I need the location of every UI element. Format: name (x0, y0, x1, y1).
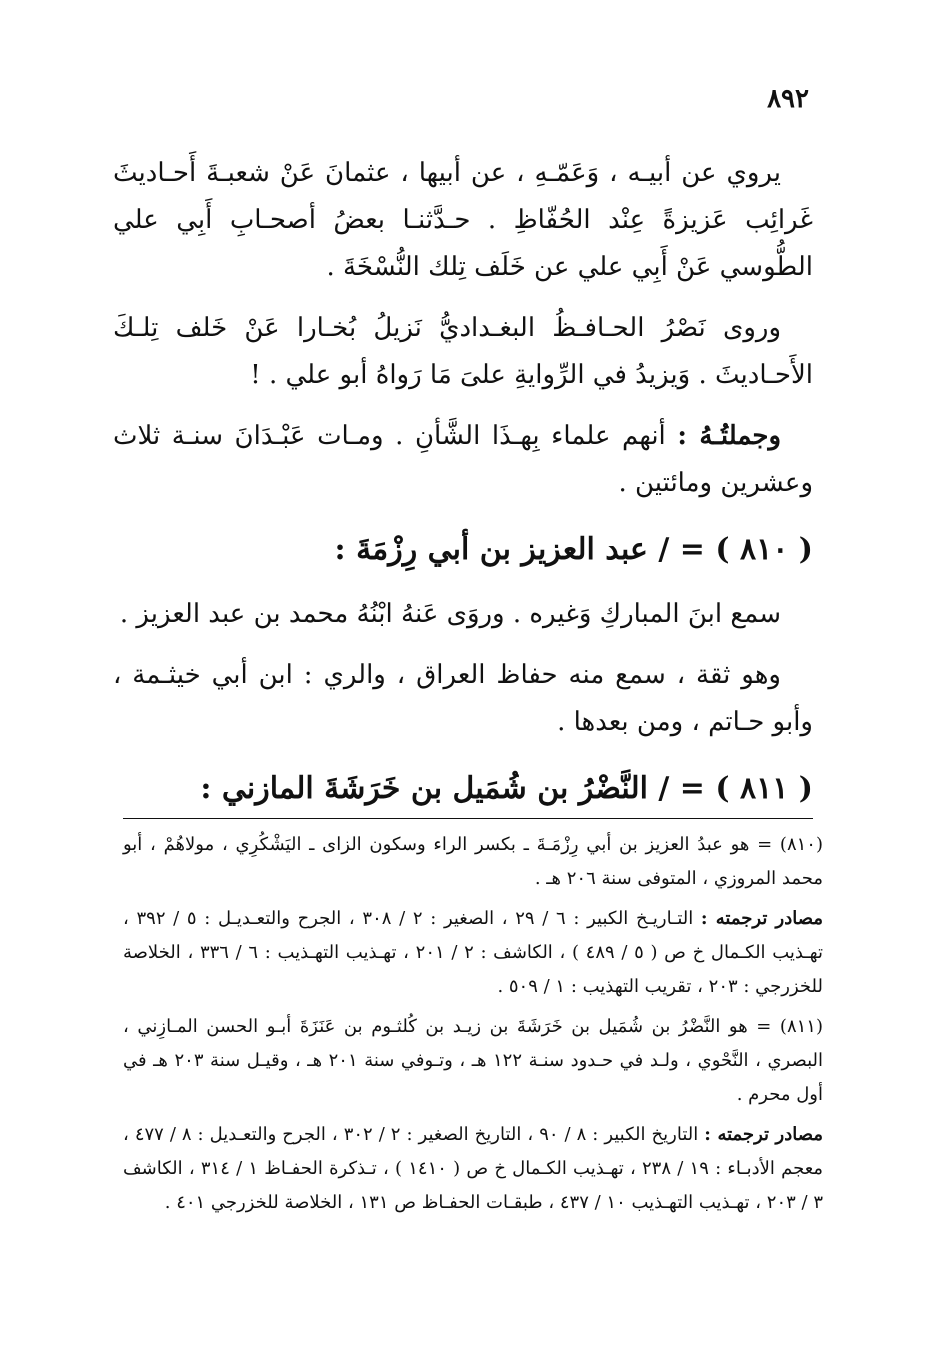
paragraph-3-label: وجملتُـهُ : (677, 421, 781, 451)
footnote-810-sources-label: مصادر ترجمته : (700, 908, 823, 929)
footnote-810-sources-text: التـاريـخ الكبير : ٦ / ٢٩ ، الصغير : ٢ / ٣٠٨ ، الجرح والتعـديـل : ٥ / ٣٩٢ ، تهـذيب الكـمال خ ص ( ٥ / ٤٨٩ ) ، الكاشف : ٢ / ٢٠١ ، تهـذيب التهـذيب : ٦ / ٣٣٦ ، الخلاصة للخزرجي : ٢٠٣ ، تقريب التهذيب : ١ / ٥٠٩ . (123, 908, 823, 997)
paragraph-2: وروى نَصْرُ الحـافـظُ البغـداديُّ نَزيلُ بُخـارا عَنْ خَلف تِلـكَ الأَحـاديثَ . وَيزيدُ في الرِّوايةِ علىَ مَا رَواهُ أبو علي . ! (113, 313, 813, 390)
footnote-811-sources-text: التاريخ الكبير : ٨ / ٩٠ ، التاريخ الصغير : ٢ / ٣٠٢ ، الجرح والتعـديل : ٨ / ٤٧٧ ، معجم الأدبـاء : ١٩ / ٢٣٨ ، تهـذيب الكـمال خ ص ( ١٤١٠ ) ، تـذكرة الحفـاظ ١ / ٣١٤ ، الكاشف ٣ / ٢٠٣ ، تهـذيب التهـذيب ١٠ / ٤٣٧ ، طبقـات الحفـاظ ص ١٣١ ، الخلاصة للخزرجي ٤٠١ . (123, 1124, 824, 1213)
footnote-811-sources (123, 1118, 823, 1220)
page-number: ٨٩٢ (767, 84, 809, 114)
paragraph-3-text: أنهم علماء بِهـذَا الشَّأنِ . ومـات عَبْـدَانَ سنـة ثلاث وعشرين ومائتين . (113, 421, 813, 498)
footnote-divider (123, 818, 813, 819)
paragraph-1: يروي عن أبيـه ، وَعَمّـهِ ، عن أبيها ، عثمانَ عَنْ شعبـةَ أَحـاديثَ غَرائِب عَزيزةً عِنْد الحُفّاظِ . حـدَّثنـا بعضُ أصحـابِ أَبِي علي الطُّوسي عَنْ أَبِي علي عن خَلَف تِلك النُّسْخَةَ . (113, 158, 813, 282)
entry-810-paragraph-2: وهو ثقة ، سمع منه حفاظ العراق ، والري : ابن أبي خيثـمة ، وأبو حـاتم ، ومن بعدها . (113, 660, 813, 737)
entry-810-paragraph-1: سمع ابنَ المباركِ وَغيره . وروَى عَنهُ ابْنُهُ محمد بن عبد العزيز . (119, 599, 781, 629)
footnote-811-sources-label: مصادر ترجمته : (704, 1124, 823, 1145)
entry-811-heading: ( ٨١١ ) = / النَّضْرُ بن شُمَيل بن خَرَشَةَ المازني : (200, 771, 813, 806)
main-text (113, 150, 813, 830)
footnote-810-sources (123, 902, 823, 1004)
footnote-811: (٨١١) = هو النَّضْرُ بن شُمَيل بن خَرَشَةَ بن زيـد بن كُلثـوم بن عَنَزَةَ أبـو الحسن المـازِني ، البصري ، النَّحْوي ، ولـد في حـدود سنـة ١٢٢ هـ ، وتـوفي سنة ٢٠١ هـ ، وقيـل سنة ٢٠٣ هـ في أول محرم . (123, 1016, 824, 1105)
footnote-810: (٨١٠) = هو عبدُ العزيز بن أبي رِزْمَـةَ ـ بكسر الراء وسكون الزاى ـ اليَشْكُرِي ، مولاهُمْ ، أبو محمد المروزي ، المتوفى سنة ٢٠٦ هـ . (123, 834, 823, 889)
footnotes (123, 828, 823, 1226)
paragraph-3 (113, 413, 813, 507)
entry-810-heading: ( ٨١٠ ) = / عبد العزيز بن أبي رِزْمَةَ : (334, 532, 813, 567)
